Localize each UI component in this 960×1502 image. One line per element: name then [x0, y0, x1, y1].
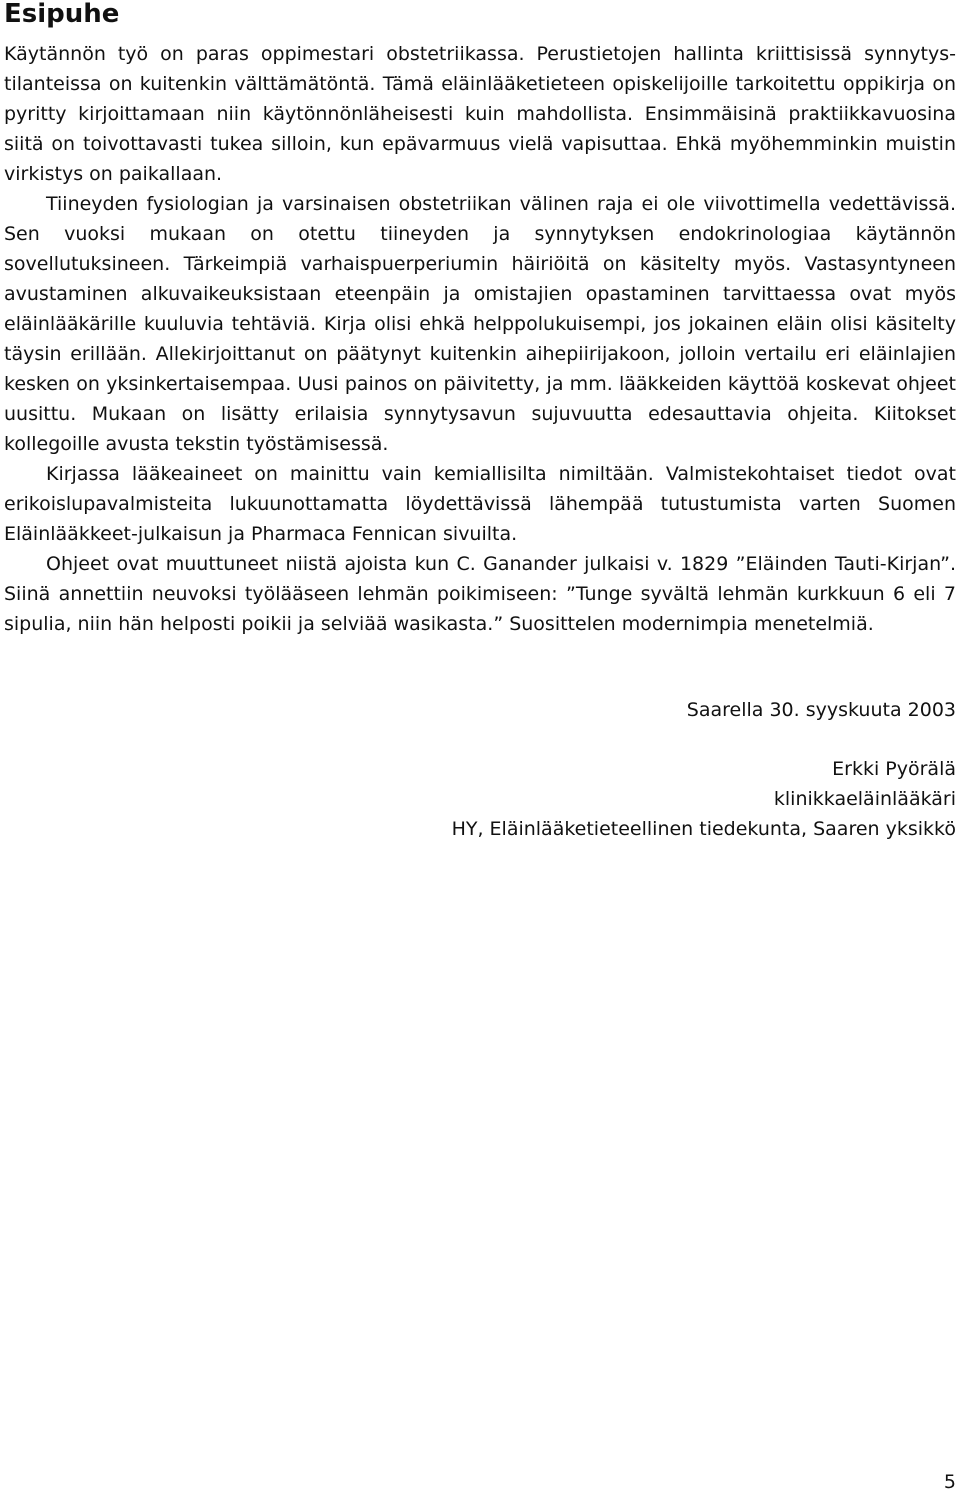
signature-block — [452, 695, 956, 844]
page-title: Esipuhe — [4, 0, 120, 29]
paragraph-2: Tiineyden fysiologian ja varsinaisen obstetriikan välinen raja ei ole viivottimella vedettävissä. Sen vuoksi mukaan on otettu tiineyden ja synnytyksen endokrinologiaa käytännön sovellutuksineen. Tärkeimpiä varhaispuerperiumin häiriöitä on käsitelty myös. Vastasyntyneen avustaminen alkuvaikeuksistaan eteenpäin ja omistajien opastaminen tarvittaessa ovat myös eläinlääkärille kuuluvia tehtäviä. Kirja olisi ehkä helppolukuisempi, jos jokainen eläin olisi käsitelty täysin erillään. Allekirjoittanut on päätynyt kuitenkin aihepiirijakoon, jolloin vertailu eri eläinlajien kesken on yksinkertaisempaa. Uusi painos on päivitetty, ja mm. lääkkeiden käyttöä koskevat ohjeet uusittu. Mukaan on lisätty erilaisia synnytysavun sujuvuutta edesauttavia ohjeita. Kiitokset kollegoille avusta tekstin työstämisessä. — [4, 193, 956, 455]
place-date: Saarella 30. syyskuuta 2003 — [686, 699, 956, 721]
author-role: klinikkaeläinlääkäri — [773, 788, 956, 810]
author-name: Erkki Pyörälä — [832, 758, 956, 780]
page-number: 5 — [943, 1471, 956, 1493]
author-affiliation: HY, Eläinlääketieteellinen tiedekunta, Saaren yksikkö — [451, 818, 956, 840]
paragraph-1: Käytännön työ on paras oppimestari obstetriikassa. Perustietojen hallinta kriittisissä synnytystilanteissa on kuitenkin välttämätöntä. Tämä eläinlääketieteen opiskelijoille tarkoitettu oppikirja on pyritty kirjoittamaan niin käytönnönläheisesti kuin mahdollista. Ensimmäisinä praktiikkavuosina siitä on toivottavasti tukea silloin, kun epävarmuus vielä vapisuttaa. Ehkä myöhemminkin muistin virkistys on paikallaan. — [4, 43, 956, 185]
paragraph-3: Kirjassa lääkeaineet on mainittu vain kemiallisilta nimiltään. Valmistekohtaiset tiedot ovat erikoislupavalmisteita lukuunottamatta löydettävissä lähempää tutustumista varten Suomen Eläinlääkkeet-julkaisun ja Pharmaca Fennican sivuilta. — [4, 463, 956, 545]
preface-body — [4, 39, 956, 639]
paragraph-4: Ohjeet ovat muuttuneet niistä ajoista kun C. Ganander julkaisi v. 1829 ”Eläinden Tauti-Kirjan”. Siinä annettiin neuvoksi työlääseen lehmän poikimiseen: ”Tunge syvältä lehmän kurkkuun 6 eli 7 sipulia, niin hän helposti poikii ja selviää wasikasta.” Suosittelen modernimpia menetelmiä. — [4, 553, 956, 635]
document-page — [4, 0, 956, 1502]
